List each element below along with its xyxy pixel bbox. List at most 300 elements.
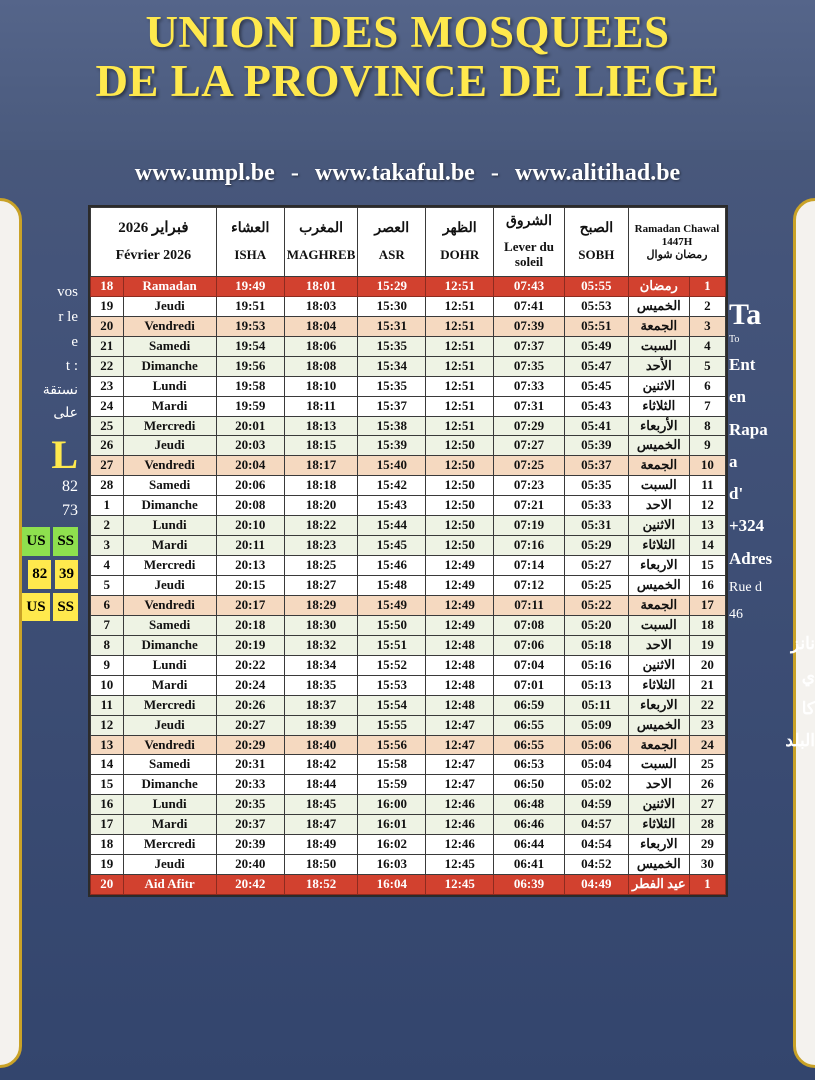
cell-asr: 15:38 bbox=[358, 416, 426, 436]
cell-asr: 15:43 bbox=[358, 496, 426, 516]
table-row bbox=[91, 276, 726, 296]
cell-name: Mardi bbox=[123, 815, 216, 835]
right-address-street: Rue d bbox=[729, 580, 763, 596]
cell-asr: 15:42 bbox=[358, 476, 426, 496]
cell-chourouk: 06:55 bbox=[494, 735, 564, 755]
cell-hij: 17 bbox=[689, 595, 725, 615]
cell-asr: 15:55 bbox=[358, 715, 426, 735]
cell-isha: 20:31 bbox=[216, 755, 284, 775]
cell-day: 15 bbox=[91, 775, 124, 795]
link-alitihad[interactable]: www.alitihad.be bbox=[514, 160, 681, 186]
right-text-1: Ent bbox=[729, 355, 756, 374]
cell-maghreb: 18:52 bbox=[284, 875, 358, 895]
cell-name: Vendredi bbox=[123, 316, 216, 336]
cell-isha: 19:53 bbox=[216, 316, 284, 336]
header-hijri-fr: Ramadan Chawal 1447H bbox=[634, 223, 720, 249]
cell-name: Samedi bbox=[123, 336, 216, 356]
cell-name: Samedi bbox=[123, 615, 216, 635]
cell-dohr: 12:49 bbox=[426, 615, 494, 635]
cell-isha: 20:15 bbox=[216, 576, 284, 596]
cell-dohr: 12:51 bbox=[426, 416, 494, 436]
table-row bbox=[91, 595, 726, 615]
cell-day: 21 bbox=[91, 336, 124, 356]
cell-day: 9 bbox=[91, 655, 124, 675]
cell-day: 27 bbox=[91, 456, 124, 476]
cell-isha: 19:58 bbox=[216, 376, 284, 396]
cell-sobh: 05:04 bbox=[564, 755, 628, 775]
table-row bbox=[91, 615, 726, 635]
cell-maghreb: 18:17 bbox=[284, 456, 358, 476]
left-yellow-box-2: 39 bbox=[55, 560, 78, 589]
cell-hij: 4 bbox=[689, 336, 725, 356]
cell-day: 18 bbox=[91, 835, 124, 855]
cell-maghreb: 18:18 bbox=[284, 476, 358, 496]
cell-maghreb: 18:10 bbox=[284, 376, 358, 396]
table-row bbox=[91, 635, 726, 655]
cell-arday: الاثنين bbox=[628, 655, 689, 675]
cell-sobh: 04:54 bbox=[564, 835, 628, 855]
cell-dohr: 12:49 bbox=[426, 576, 494, 596]
cell-maghreb: 18:04 bbox=[284, 316, 358, 336]
table-row bbox=[91, 316, 726, 336]
cell-maghreb: 18:23 bbox=[284, 536, 358, 556]
cell-name: Vendredi bbox=[123, 735, 216, 755]
cell-asr: 15:40 bbox=[358, 456, 426, 476]
cell-dohr: 12:51 bbox=[426, 316, 494, 336]
cell-dohr: 12:48 bbox=[426, 675, 494, 695]
cell-hij: 23 bbox=[689, 715, 725, 735]
cell-sobh: 05:37 bbox=[564, 456, 628, 476]
cell-dohr: 12:50 bbox=[426, 436, 494, 456]
cell-asr: 15:39 bbox=[358, 436, 426, 456]
left-yellow-box-4: SS bbox=[53, 593, 78, 622]
cell-asr: 16:01 bbox=[358, 815, 426, 835]
cell-maghreb: 18:25 bbox=[284, 556, 358, 576]
cell-dohr: 12:46 bbox=[426, 835, 494, 855]
left-text-3: e bbox=[71, 333, 78, 350]
cell-maghreb: 18:13 bbox=[284, 416, 358, 436]
cell-hij: 18 bbox=[689, 615, 725, 635]
cell-arday: الثلاثاء bbox=[628, 815, 689, 835]
cell-chourouk: 07:12 bbox=[494, 576, 564, 596]
table-row bbox=[91, 795, 726, 815]
cell-name: Mardi bbox=[123, 536, 216, 556]
cell-name: Vendredi bbox=[123, 456, 216, 476]
cell-maghreb: 18:39 bbox=[284, 715, 358, 735]
cell-chourouk: 06:39 bbox=[494, 875, 564, 895]
table-row bbox=[91, 576, 726, 596]
link-separator-2: - bbox=[490, 160, 499, 186]
cell-arday: الخميس bbox=[628, 436, 689, 456]
page-title-line1: UNION DES MOSQUEES bbox=[145, 7, 670, 57]
cell-hij: 14 bbox=[689, 536, 725, 556]
cell-day: 28 bbox=[91, 476, 124, 496]
table-row bbox=[91, 815, 726, 835]
cell-maghreb: 18:01 bbox=[284, 276, 358, 296]
cell-maghreb: 18:03 bbox=[284, 296, 358, 316]
cell-sobh: 05:20 bbox=[564, 615, 628, 635]
cell-arday: السبت bbox=[628, 336, 689, 356]
cell-day: 14 bbox=[91, 755, 124, 775]
cell-asr: 16:02 bbox=[358, 835, 426, 855]
cell-arday: السبت bbox=[628, 476, 689, 496]
right-arabic-1: نانز bbox=[790, 634, 815, 654]
cell-name: Mercredi bbox=[123, 416, 216, 436]
poster-header bbox=[0, 8, 815, 105]
cell-isha: 19:54 bbox=[216, 336, 284, 356]
cell-day: 23 bbox=[91, 376, 124, 396]
cell-hij: 6 bbox=[689, 376, 725, 396]
right-info-column bbox=[725, 300, 815, 757]
cell-asr: 15:48 bbox=[358, 576, 426, 596]
cell-day: 10 bbox=[91, 675, 124, 695]
cell-name: Vendredi bbox=[123, 595, 216, 615]
left-green-box-1: US bbox=[22, 527, 49, 556]
cell-chourouk: 07:37 bbox=[494, 336, 564, 356]
cell-name: Lundi bbox=[123, 795, 216, 815]
right-text-4: a bbox=[729, 451, 738, 471]
cell-day: 8 bbox=[91, 635, 124, 655]
cell-asr: 15:53 bbox=[358, 675, 426, 695]
cell-arday: السبت bbox=[628, 615, 689, 635]
cell-dohr: 12:51 bbox=[426, 336, 494, 356]
cell-asr: 15:50 bbox=[358, 615, 426, 635]
header-dohr-ar: الظهر bbox=[442, 221, 477, 237]
cell-arday: الأربعاء bbox=[628, 416, 689, 436]
header-asr-ar: العصر bbox=[374, 221, 410, 237]
cell-hij: 28 bbox=[689, 815, 725, 835]
table-row bbox=[91, 516, 726, 536]
cell-sobh: 05:09 bbox=[564, 715, 628, 735]
cell-sobh: 05:02 bbox=[564, 775, 628, 795]
cell-hij: 3 bbox=[689, 316, 725, 336]
cell-hij: 9 bbox=[689, 436, 725, 456]
cell-asr: 15:56 bbox=[358, 735, 426, 755]
cell-day: 25 bbox=[91, 416, 124, 436]
table-row bbox=[91, 695, 726, 715]
cell-asr: 15:29 bbox=[358, 276, 426, 296]
left-text-4: t : bbox=[65, 358, 78, 375]
cell-name: Dimanche bbox=[123, 356, 216, 376]
cell-day: 3 bbox=[91, 536, 124, 556]
cell-chourouk: 07:35 bbox=[494, 356, 564, 376]
cell-name: Jeudi bbox=[123, 296, 216, 316]
table-row bbox=[91, 855, 726, 875]
cell-isha: 20:06 bbox=[216, 476, 284, 496]
cell-isha: 19:49 bbox=[216, 276, 284, 296]
cell-day: 18 bbox=[91, 276, 124, 296]
cell-hij: 2 bbox=[689, 296, 725, 316]
cell-arday: الاربعاء bbox=[628, 835, 689, 855]
cell-hij: 10 bbox=[689, 456, 725, 476]
cell-day: 1 bbox=[91, 496, 124, 516]
cell-arday: الاحد bbox=[628, 496, 689, 516]
cell-dohr: 12:49 bbox=[426, 595, 494, 615]
header-chourouk-ar: الشروق bbox=[506, 214, 553, 229]
cell-asr: 15:51 bbox=[358, 635, 426, 655]
cell-sobh: 05:43 bbox=[564, 396, 628, 416]
cell-day: 26 bbox=[91, 436, 124, 456]
cell-chourouk: 06:46 bbox=[494, 815, 564, 835]
cell-asr: 15:35 bbox=[358, 336, 426, 356]
cell-sobh: 05:55 bbox=[564, 276, 628, 296]
cell-maghreb: 18:15 bbox=[284, 436, 358, 456]
table-row bbox=[91, 835, 726, 855]
cell-isha: 20:22 bbox=[216, 655, 284, 675]
link-takaful[interactable]: www.takaful.be bbox=[314, 160, 475, 186]
header-date-fr: Février 2026 bbox=[115, 247, 192, 263]
left-yellow-box-1: 82 bbox=[28, 560, 51, 589]
cell-asr: 15:31 bbox=[358, 316, 426, 336]
right-arabic-2: ي bbox=[801, 666, 815, 686]
cell-name: Mercredi bbox=[123, 695, 216, 715]
header-asr-fr: ASR bbox=[378, 246, 405, 262]
cell-day: 5 bbox=[91, 576, 124, 596]
table-row bbox=[91, 675, 726, 695]
cell-hij: 21 bbox=[689, 675, 725, 695]
cell-arday: السبت bbox=[628, 755, 689, 775]
cell-chourouk: 07:11 bbox=[494, 595, 564, 615]
right-text-5: d' bbox=[729, 484, 744, 504]
table-row bbox=[91, 875, 726, 895]
cell-chourouk: 06:44 bbox=[494, 835, 564, 855]
cell-isha: 19:56 bbox=[216, 356, 284, 376]
cell-arday: الخميس bbox=[628, 855, 689, 875]
cell-isha: 20:01 bbox=[216, 416, 284, 436]
cell-sobh: 05:41 bbox=[564, 416, 628, 436]
header-maghreb-fr: MAGHREB bbox=[286, 246, 356, 262]
cell-hij: 30 bbox=[689, 855, 725, 875]
cell-isha: 20:35 bbox=[216, 795, 284, 815]
cell-dohr: 12:51 bbox=[426, 296, 494, 316]
table-row bbox=[91, 476, 726, 496]
cell-day: 6 bbox=[91, 595, 124, 615]
cell-day: 20 bbox=[91, 316, 124, 336]
cell-dohr: 12:51 bbox=[426, 356, 494, 376]
cell-name: Samedi bbox=[123, 476, 216, 496]
cell-sobh: 05:06 bbox=[564, 735, 628, 755]
cell-chourouk: 06:53 bbox=[494, 755, 564, 775]
cell-arday: الجمعة bbox=[628, 735, 689, 755]
cell-asr: 15:59 bbox=[358, 775, 426, 795]
cell-isha: 20:27 bbox=[216, 715, 284, 735]
cell-sobh: 05:31 bbox=[564, 516, 628, 536]
cell-asr: 15:44 bbox=[358, 516, 426, 536]
cell-name: Jeudi bbox=[123, 855, 216, 875]
cell-maghreb: 18:40 bbox=[284, 735, 358, 755]
header-isha-ar: العشاء bbox=[231, 221, 270, 237]
cell-maghreb: 18:06 bbox=[284, 336, 358, 356]
table-row bbox=[91, 356, 726, 376]
page-title-line2: DE LA PROVINCE DE LIEGE bbox=[95, 55, 720, 106]
cell-name: Jeudi bbox=[123, 436, 216, 456]
cell-isha: 19:51 bbox=[216, 296, 284, 316]
cell-hij: 11 bbox=[689, 476, 725, 496]
cell-asr: 15:35 bbox=[358, 376, 426, 396]
cell-asr: 15:49 bbox=[358, 595, 426, 615]
cell-chourouk: 07:33 bbox=[494, 376, 564, 396]
cell-chourouk: 07:23 bbox=[494, 476, 564, 496]
cell-maghreb: 18:50 bbox=[284, 855, 358, 875]
cell-name: Dimanche bbox=[123, 775, 216, 795]
header-hijri bbox=[628, 208, 725, 277]
cell-dohr: 12:51 bbox=[426, 396, 494, 416]
left-number-1: 82 bbox=[62, 478, 78, 496]
cell-name: Samedi bbox=[123, 755, 216, 775]
cell-chourouk: 06:48 bbox=[494, 795, 564, 815]
cell-dohr: 12:50 bbox=[426, 516, 494, 536]
cell-sobh: 05:33 bbox=[564, 496, 628, 516]
left-text-2: r le bbox=[58, 308, 78, 325]
cell-arday: الخميس bbox=[628, 576, 689, 596]
cell-maghreb: 18:11 bbox=[284, 396, 358, 416]
cell-isha: 20:13 bbox=[216, 556, 284, 576]
cell-isha: 20:40 bbox=[216, 855, 284, 875]
cell-sobh: 05:11 bbox=[564, 695, 628, 715]
cell-day: 12 bbox=[91, 715, 124, 735]
cell-isha: 20:24 bbox=[216, 675, 284, 695]
cell-chourouk: 07:04 bbox=[494, 655, 564, 675]
cell-day: 11 bbox=[91, 695, 124, 715]
table-row bbox=[91, 376, 726, 396]
cell-hij: 5 bbox=[689, 356, 725, 376]
left-text-1: vos bbox=[57, 284, 78, 300]
cell-chourouk: 07:01 bbox=[494, 675, 564, 695]
cell-sobh: 05:49 bbox=[564, 336, 628, 356]
cell-dohr: 12:48 bbox=[426, 655, 494, 675]
cell-asr: 15:45 bbox=[358, 536, 426, 556]
cell-day: 7 bbox=[91, 615, 124, 635]
cell-dohr: 12:47 bbox=[426, 775, 494, 795]
cell-arday: الاثنين bbox=[628, 376, 689, 396]
cell-maghreb: 18:08 bbox=[284, 356, 358, 376]
cell-hij: 8 bbox=[689, 416, 725, 436]
right-text-3: Rapa bbox=[729, 419, 768, 439]
cell-maghreb: 18:22 bbox=[284, 516, 358, 536]
header-isha-fr: ISHA bbox=[234, 246, 267, 262]
cell-hij: 25 bbox=[689, 755, 725, 775]
cell-sobh: 05:18 bbox=[564, 635, 628, 655]
cell-arday: الجمعة bbox=[628, 595, 689, 615]
cell-dohr: 12:51 bbox=[426, 376, 494, 396]
cell-asr: 15:34 bbox=[358, 356, 426, 376]
cell-arday: الخميس bbox=[628, 296, 689, 316]
cell-chourouk: 07:31 bbox=[494, 396, 564, 416]
cell-asr: 15:58 bbox=[358, 755, 426, 775]
cell-chourouk: 06:59 bbox=[494, 695, 564, 715]
cell-sobh: 05:27 bbox=[564, 556, 628, 576]
cell-maghreb: 18:29 bbox=[284, 595, 358, 615]
cell-isha: 20:39 bbox=[216, 835, 284, 855]
cell-dohr: 12:48 bbox=[426, 695, 494, 715]
cell-hij: 29 bbox=[689, 835, 725, 855]
cell-chourouk: 07:27 bbox=[494, 436, 564, 456]
cell-day: 4 bbox=[91, 556, 124, 576]
left-big-letter: L bbox=[51, 432, 78, 478]
cell-maghreb: 18:20 bbox=[284, 496, 358, 516]
header-sobh bbox=[564, 208, 628, 277]
cell-day: 20 bbox=[91, 875, 124, 895]
cell-isha: 20:37 bbox=[216, 815, 284, 835]
cell-dohr: 12:50 bbox=[426, 496, 494, 516]
cell-arday: الاربعاء bbox=[628, 556, 689, 576]
cell-day: 2 bbox=[91, 516, 124, 536]
cell-chourouk: 07:43 bbox=[494, 276, 564, 296]
cell-arday: الاحد bbox=[628, 775, 689, 795]
cell-arday: الثلاثاء bbox=[628, 675, 689, 695]
cell-isha: 20:17 bbox=[216, 595, 284, 615]
cell-name: Lundi bbox=[123, 516, 216, 536]
table-row bbox=[91, 735, 726, 755]
cell-chourouk: 07:08 bbox=[494, 615, 564, 635]
table-row bbox=[91, 296, 726, 316]
cell-arday: الاثنين bbox=[628, 795, 689, 815]
left-yellow-box-3: US bbox=[22, 593, 49, 622]
header-maghreb bbox=[284, 208, 358, 277]
right-address-number: 46 bbox=[729, 606, 743, 622]
cell-sobh: 04:57 bbox=[564, 815, 628, 835]
cell-day: 24 bbox=[91, 396, 124, 416]
cell-maghreb: 18:37 bbox=[284, 695, 358, 715]
cell-hij: 13 bbox=[689, 516, 725, 536]
cell-day: 19 bbox=[91, 855, 124, 875]
cell-hij: 1 bbox=[689, 875, 725, 895]
cell-day: 17 bbox=[91, 815, 124, 835]
cell-asr: 15:54 bbox=[358, 695, 426, 715]
right-phone: +324 bbox=[729, 516, 765, 536]
cell-isha: 20:18 bbox=[216, 615, 284, 635]
cell-dohr: 12:45 bbox=[426, 875, 494, 895]
cell-maghreb: 18:47 bbox=[284, 815, 358, 835]
cell-maghreb: 18:35 bbox=[284, 675, 358, 695]
header-chourouk bbox=[494, 208, 564, 277]
cell-name: Lundi bbox=[123, 376, 216, 396]
cell-sobh: 05:16 bbox=[564, 655, 628, 675]
cell-name: Lundi bbox=[123, 655, 216, 675]
cell-name: Dimanche bbox=[123, 496, 216, 516]
prayer-times-table-container bbox=[88, 205, 728, 897]
cell-dohr: 12:46 bbox=[426, 815, 494, 835]
cell-dohr: 12:47 bbox=[426, 755, 494, 775]
cell-sobh: 05:35 bbox=[564, 476, 628, 496]
table-row bbox=[91, 456, 726, 476]
cell-dohr: 12:47 bbox=[426, 715, 494, 735]
table-row bbox=[91, 416, 726, 436]
table-row bbox=[91, 396, 726, 416]
cell-name: Mercredi bbox=[123, 835, 216, 855]
header-sobh-fr: SOBH bbox=[578, 246, 615, 262]
cell-arday: الأحد bbox=[628, 356, 689, 376]
cell-isha: 20:10 bbox=[216, 516, 284, 536]
table-row bbox=[91, 336, 726, 356]
cell-hij: 22 bbox=[689, 695, 725, 715]
cell-sobh: 04:49 bbox=[564, 875, 628, 895]
link-separator-1: - bbox=[290, 160, 299, 186]
cell-hij: 20 bbox=[689, 655, 725, 675]
cell-arday: الثلاثاء bbox=[628, 396, 689, 416]
left-arabic-2: على bbox=[53, 406, 78, 422]
left-green-box-2: SS bbox=[53, 527, 78, 556]
header-chourouk-fr: Lever du soleil bbox=[504, 239, 554, 270]
table-row bbox=[91, 436, 726, 456]
table-row bbox=[91, 536, 726, 556]
cell-sobh: 05:22 bbox=[564, 595, 628, 615]
cell-hij: 24 bbox=[689, 735, 725, 755]
cell-arday: الجمعة bbox=[628, 316, 689, 336]
link-umpl[interactable]: www.umpl.be bbox=[134, 160, 275, 186]
header-dohr bbox=[426, 208, 494, 277]
cell-asr: 15:52 bbox=[358, 655, 426, 675]
